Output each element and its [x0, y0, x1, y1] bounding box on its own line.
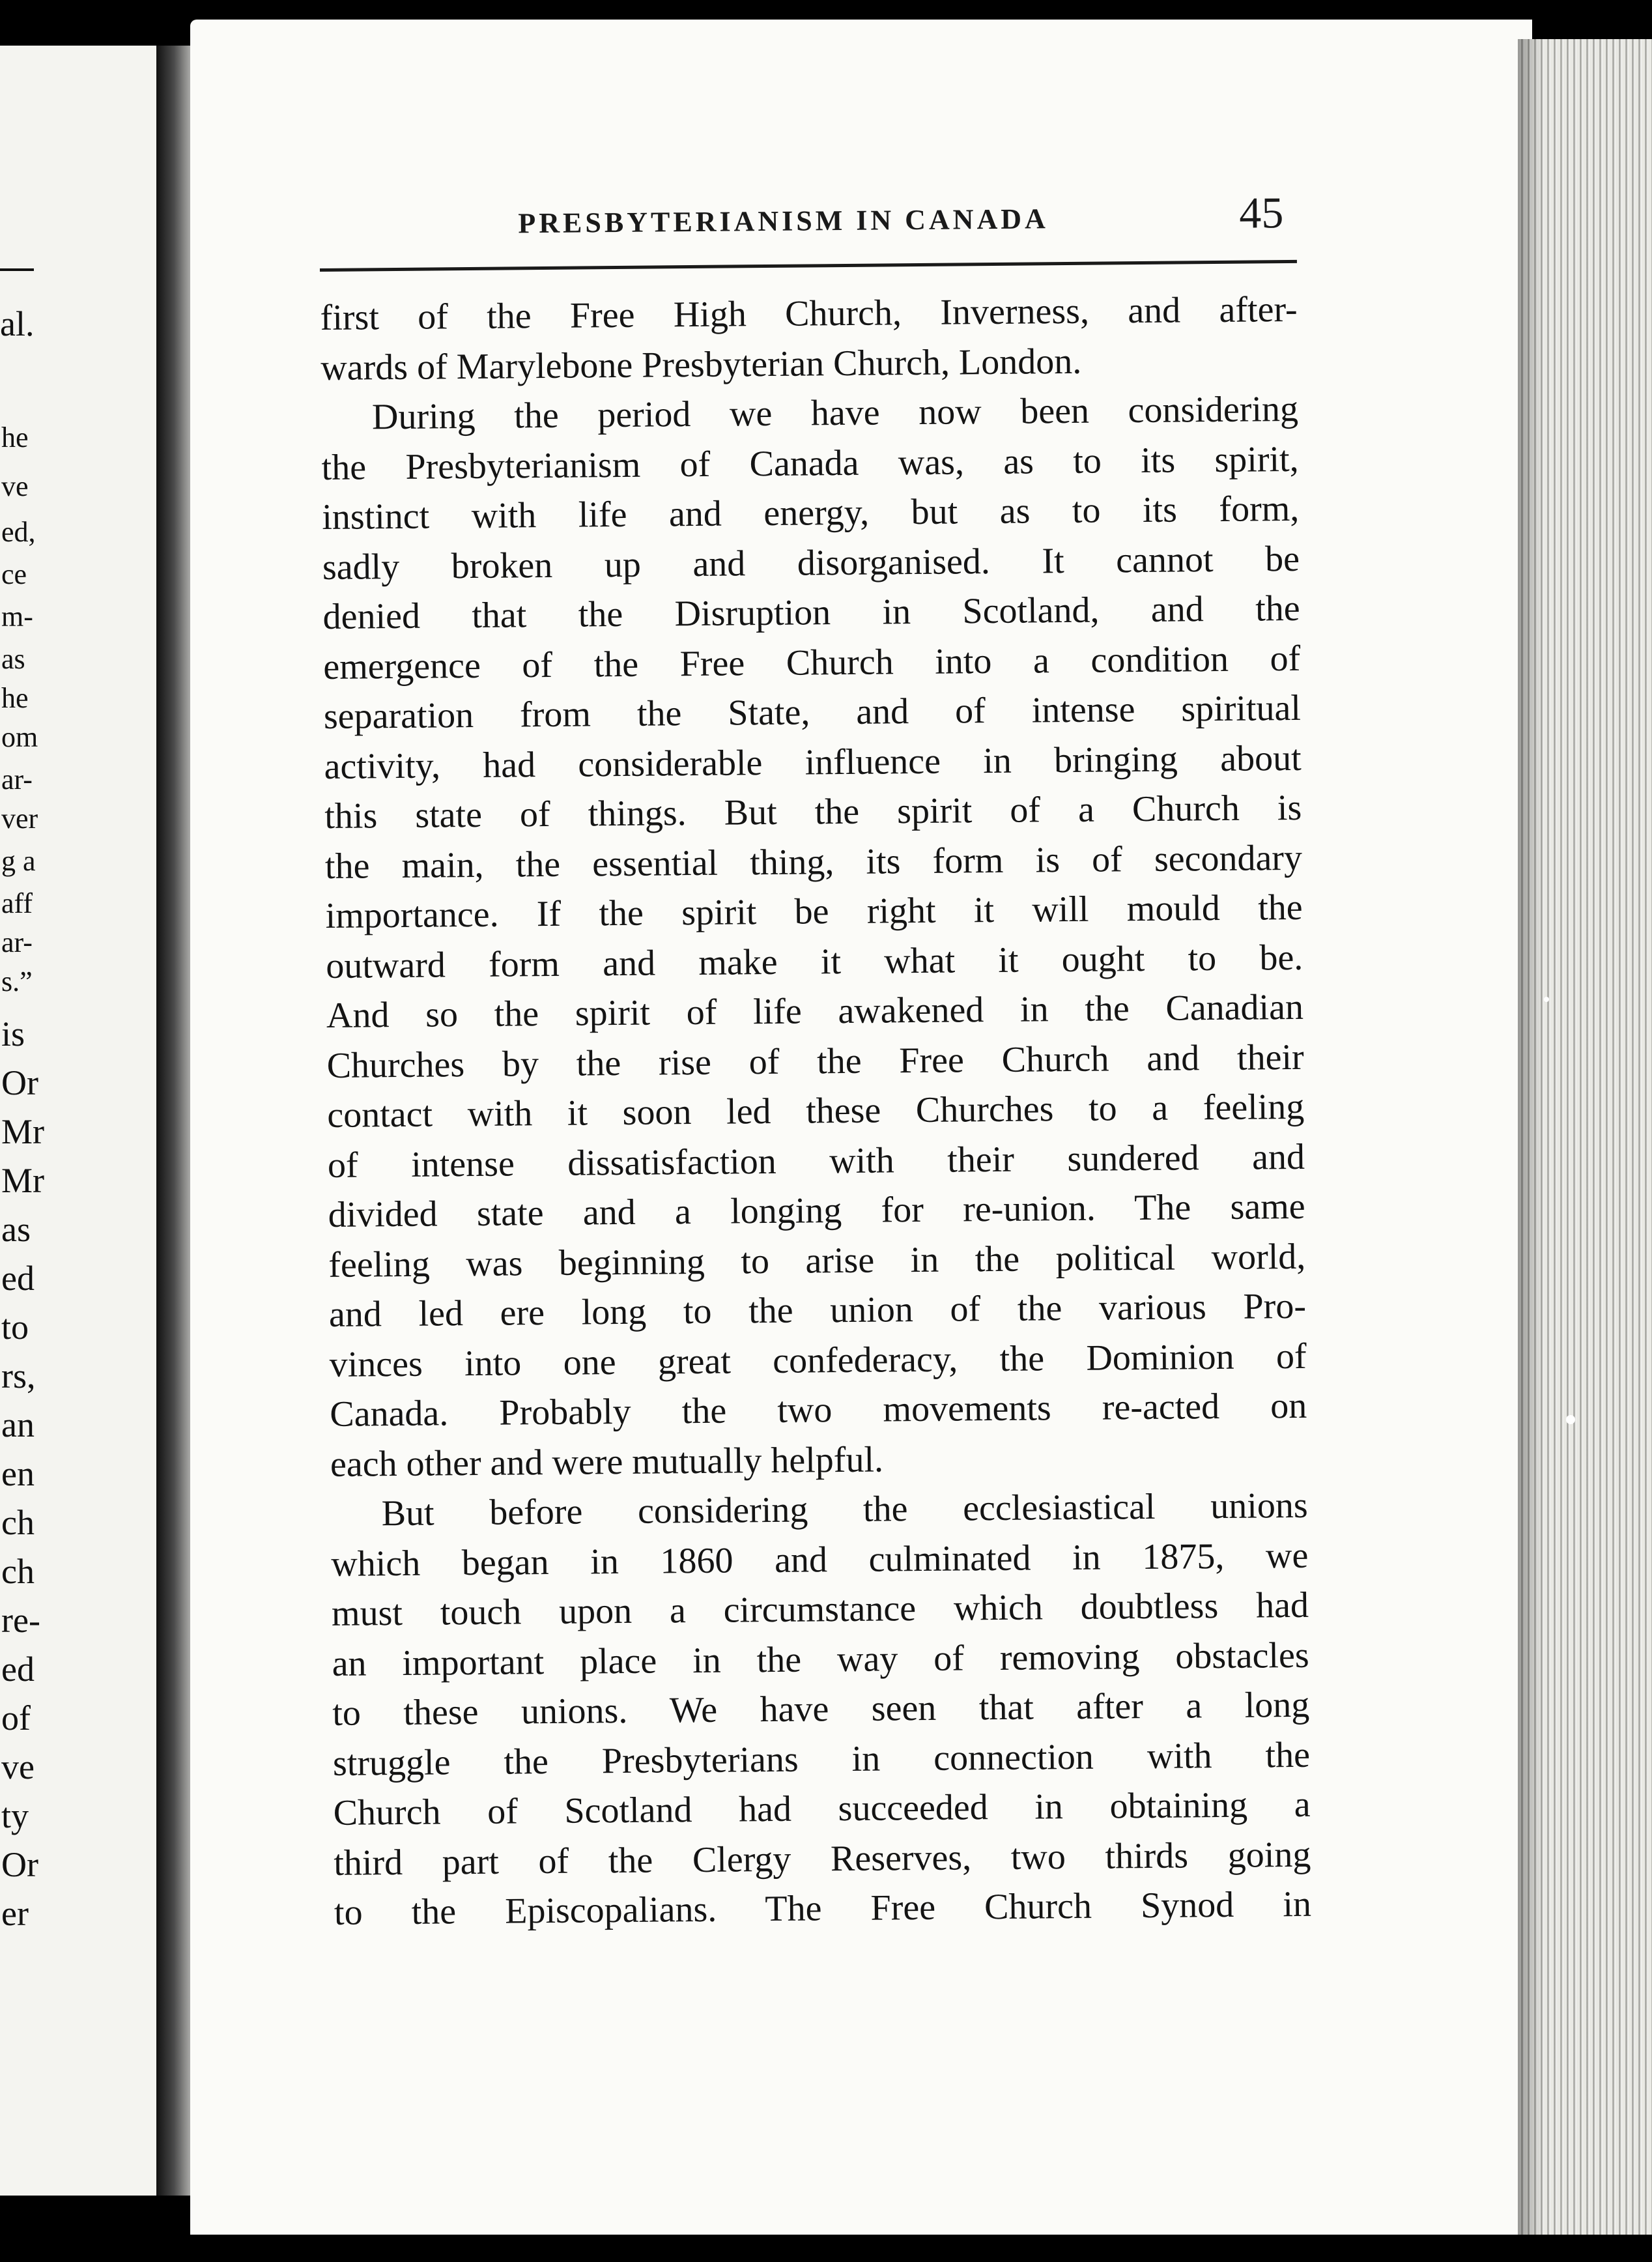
text-line: of intense dissatisfaction with their sundered and [327, 1136, 1305, 1186]
text-line: struggle the Presbyterians in connection with the [332, 1734, 1311, 1784]
facing-page-fragment: an [1, 1405, 35, 1444]
facing-page-fragment: en [1, 1454, 35, 1493]
text-line: the Presbyterianism of Canada was, as to its spirit, [321, 438, 1299, 488]
facing-page-fragment: of [1, 1698, 31, 1738]
facing-page-fragment: rs, [1, 1356, 36, 1396]
text-line: wards of Marylebone Presbyterian Church, London. [320, 341, 1082, 388]
text-line: Church of Scotland had succeeded in obtaining a [333, 1784, 1311, 1833]
text-line: importance. If the spirit be right it will mould the [325, 887, 1303, 936]
facing-page-fragment: aff [1, 887, 33, 919]
page-edge-shadow [1518, 39, 1544, 2235]
text-line: third part of the Clergy Reserves, two thirds going [334, 1834, 1311, 1883]
facing-page-fragment: ce [1, 558, 27, 590]
text-line: vinces into one great confederacy, the Dominion of [329, 1336, 1307, 1385]
facing-page-fragment: Or [1, 1845, 38, 1884]
text-line: divided state and a longing for re-union. The same [328, 1186, 1305, 1235]
facing-page-fragment: m- [1, 601, 33, 633]
facing-page-fragment: s.” [1, 966, 33, 997]
text-line: emergence of the Free Church into a condition of [323, 638, 1301, 687]
text-line: Canada. Probably the two movements re-acted on [330, 1385, 1307, 1435]
text-line: which began in 1860 and culminated in 1875, we [331, 1535, 1309, 1584]
facing-page-fragment: he [1, 682, 29, 714]
facing-page-fragment: er [1, 1894, 29, 1933]
facing-page-fragment: ty [1, 1796, 29, 1835]
text-line: Churches by the rise of the Free Church and their [326, 1037, 1304, 1086]
text-line: But before considering the ecclesiastical unions [381, 1485, 1308, 1534]
text-line: sadly broken up and disorganised. It cannot be [322, 538, 1300, 588]
text-line: contact with it soon led these Churches to a feeling [327, 1086, 1305, 1136]
facing-page-fragment: re- [1, 1601, 40, 1640]
facing-page-fragment: ar- [1, 764, 33, 795]
text-line: denied that the Disruption in Scotland, and the [322, 588, 1300, 637]
text-line: feeling was beginning to arise in the political world, [328, 1236, 1306, 1285]
text-line: and led ere long to the union of the various Pro- [328, 1285, 1307, 1335]
facing-page-fragment: ed [1, 1650, 35, 1689]
scan-speck [1544, 997, 1549, 1002]
facing-page-fragment: ed [1, 1259, 35, 1298]
facing-page-fragment: ve [1, 470, 29, 502]
text-line: must touch upon a circumstance which doubtless had [331, 1584, 1309, 1634]
facing-page-fragment: ve [1, 1747, 35, 1786]
facing-page-fragment: om [1, 721, 38, 753]
facing-page-fragment: ch [1, 1552, 35, 1591]
text-line: to these unions. We have seen that after a long [332, 1684, 1310, 1734]
facing-page-fragment: Mr [1, 1161, 44, 1200]
gutter-shadow [156, 46, 195, 2196]
text-line: the main, the essential thing, its form is of secondary [324, 837, 1303, 887]
text-line: During the period we have now been considering [371, 388, 1299, 438]
text-line: And so the spirit of life awakened in the Canadian [326, 986, 1304, 1036]
facing-page-fragment: ch [1, 1503, 35, 1542]
text-line: separation from the State, and of intense spiritual [323, 687, 1302, 737]
running-head-title: PRESBYTERIANISM IN CANADA [518, 203, 1049, 240]
facing-page-fragment: to [1, 1308, 29, 1347]
facing-page-fragment: as [1, 1210, 31, 1249]
page-number: 45 [1238, 188, 1284, 238]
facing-page-fragment: ed, [1, 516, 36, 548]
text-line: outward form and make it what it ought to be. [326, 937, 1303, 986]
facing-page-fragment: Or [1, 1063, 38, 1102]
text-line: an important place in the way of removing obstacles [332, 1635, 1309, 1684]
facing-page-rule [0, 268, 34, 271]
facing-page-fragment: is [1, 1014, 25, 1053]
page-content [319, 187, 1311, 1938]
body-text [320, 285, 1311, 1938]
text-line: to the Episcopalians. The Free Church Synod in [334, 1883, 1312, 1933]
facing-page-fragment: Mr [1, 1112, 44, 1151]
running-head [319, 187, 1297, 287]
text-line: first of the Free High Church, Inverness, and after- [320, 289, 1298, 338]
header-rule [320, 260, 1297, 272]
text-line: this state of things. But the spirit of a Church is [324, 787, 1302, 837]
facing-page-fragment: g a [1, 845, 36, 877]
facing-page-fragment: al. [0, 304, 35, 343]
text-line: instinct with life and energy, but as to its form, [322, 488, 1300, 537]
facing-page-fragment: ar- [1, 926, 33, 958]
facing-page-fragment: he [1, 422, 29, 453]
text-line: each other and were mutually helpful. [330, 1439, 884, 1485]
facing-page-fragment: as [1, 643, 25, 675]
text-line: activity, had considerable influence in bringing about [324, 737, 1302, 787]
scan-speck [1566, 1415, 1575, 1424]
facing-page-fragment: ver [1, 803, 38, 835]
